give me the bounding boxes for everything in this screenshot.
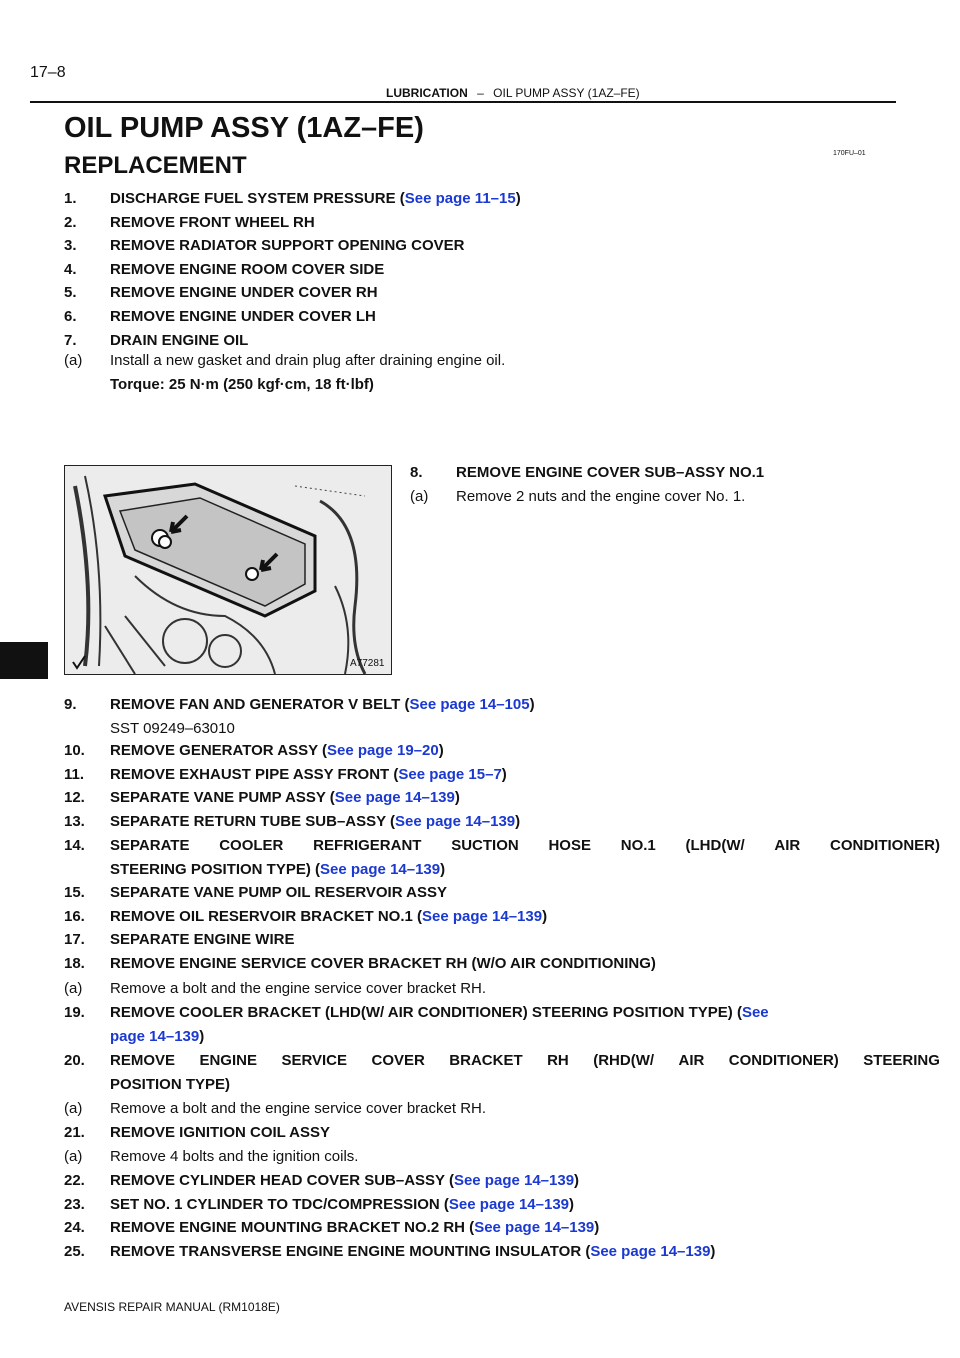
word: AIR <box>678 1052 705 1069</box>
section-tab <box>0 642 48 679</box>
step-text: REMOVE FRONT WHEEL RH <box>110 213 315 231</box>
step-text: SET NO. 1 CYLINDER TO TDC/COMPRESSION ( <box>110 1195 449 1213</box>
step-text: REMOVE ENGINE ROOM COVER SIDE <box>110 260 385 278</box>
sub-text: Install a new gasket and drain plug after draining engine oil. <box>110 352 506 369</box>
step-number: 12. <box>64 789 85 807</box>
header-section: LUBRICATION <box>386 86 468 100</box>
sub-text: Remove a bolt and the engine service cover bracket RH. <box>110 980 487 997</box>
running-header <box>386 86 640 100</box>
step-number: 6. <box>64 308 77 325</box>
word: SERVICE <box>281 1052 348 1069</box>
sub-label: (a) <box>64 352 83 369</box>
page-link[interactable]: See page 15–7 <box>398 765 502 783</box>
step-number: 23. <box>64 1195 85 1213</box>
word: SUCTION <box>451 837 519 854</box>
word: ENGINE <box>199 1052 257 1069</box>
sub-label: (a) <box>410 488 429 505</box>
page-number: 17–8 <box>30 64 66 81</box>
step-text: REMOVE CYLINDER HEAD COVER SUB–ASSY ( <box>110 1172 454 1189</box>
step-number: 20. <box>64 1052 85 1069</box>
step-text-line1 <box>110 837 940 855</box>
step-text: REMOVE ENGINE UNDER COVER LH <box>110 308 376 325</box>
step-number: 8. <box>410 464 423 481</box>
sub-label: (a) <box>64 1148 83 1165</box>
word: STEERING <box>863 1052 940 1069</box>
page-link[interactable]: See page 14–139 <box>320 861 441 878</box>
header-separator: – <box>477 86 484 100</box>
footer: AVENSIS REPAIR MANUAL (RM1018E) <box>64 1300 280 1314</box>
word: BRACKET <box>449 1052 523 1069</box>
figure-label: A77281 <box>350 658 385 669</box>
word: COOLER <box>219 837 284 854</box>
step-text: REMOVE ENGINE UNDER COVER RH <box>110 284 378 302</box>
page-link[interactable]: See page 14–105 <box>409 696 530 713</box>
engine-cover-illustration-icon <box>65 466 391 674</box>
doc-id: 170FU–01 <box>833 150 866 157</box>
step-text: REMOVE EXHAUST PIPE ASSY FRONT ( <box>110 765 399 783</box>
word: HOSE <box>548 837 591 854</box>
page-link[interactable]: See page 19–20 <box>326 742 439 759</box>
step-text: REMOVE FAN AND GENERATOR V BELT ( <box>110 696 410 713</box>
word: RH <box>547 1052 569 1069</box>
step-19-line2: page 14–139) <box>110 1028 205 1045</box>
step-number: 16. <box>64 907 85 925</box>
step-text: REMOVE RADIATOR SUPPORT OPENING COVER <box>110 237 465 255</box>
step-number: 25. <box>64 1242 85 1260</box>
word: CONDITIONER) <box>728 1052 839 1069</box>
step-number: 4. <box>64 260 77 278</box>
sub-label: (a) <box>64 1100 83 1117</box>
word: (RHD(W/ <box>593 1052 655 1069</box>
word: AIR <box>774 837 801 854</box>
step-number: 15. <box>64 884 85 901</box>
header-subsection: OIL PUMP ASSY (1AZ–FE) <box>493 86 640 100</box>
step-text: REMOVE ENGINE COVER SUB–ASSY NO.1 <box>456 464 765 481</box>
step-text: REMOVE ENGINE SERVICE COVER BRACKET RH (W/O AIR CONDITIONING) <box>110 954 656 972</box>
word: CONDITIONER) <box>830 837 940 854</box>
step-text: SEPARATE RETURN TUBE SUB–ASSY ( <box>110 812 396 830</box>
step-text: DRAIN ENGINE OIL <box>110 331 249 349</box>
step-text-line1 <box>110 1052 940 1070</box>
step-number: 10. <box>64 742 85 759</box>
step-number: 11. <box>64 765 85 783</box>
sub-text: Remove a bolt and the engine service cover bracket RH. <box>110 1100 487 1117</box>
step-number: 7. <box>64 331 77 349</box>
step-text: REMOVE GENERATOR ASSY ( <box>110 742 327 759</box>
step-number: 3. <box>64 237 77 255</box>
page-link-part2[interactable]: page 14–139 <box>110 1028 200 1045</box>
step-text: REMOVE COOLER BRACKET (LHD(W/ AIR CONDITIONER) STEERING POSITION TYPE) ( <box>110 1004 742 1021</box>
page-link[interactable]: See page 11–15 <box>404 190 516 207</box>
page-link[interactable]: See page 14–139 <box>395 812 516 830</box>
word: SEPARATE <box>110 837 190 854</box>
word: REFRIGERANT <box>313 837 422 854</box>
step-text: SEPARATE VANE PUMP ASSY ( <box>110 789 335 807</box>
page-link[interactable]: See page 14–139 <box>453 1172 575 1189</box>
page-link[interactable]: See page 14–139 <box>422 907 543 925</box>
step-number: 9. <box>64 696 77 713</box>
sst-number: SST 09249–63010 <box>110 720 235 737</box>
page-link[interactable]: See page 14–139 <box>590 1242 711 1260</box>
step-20-line2: POSITION TYPE) <box>110 1076 231 1093</box>
step-text: REMOVE OIL RESERVOIR BRACKET NO.1 ( <box>110 907 422 925</box>
step-number: 17. <box>64 931 85 949</box>
step-number: 19. <box>64 1004 85 1021</box>
step-number: 22. <box>64 1172 85 1189</box>
step-text: DISCHARGE FUEL SYSTEM PRESSURE ( <box>110 190 405 207</box>
word: COVER <box>371 1052 425 1069</box>
page-title: OIL PUMP ASSY (1AZ–FE) <box>64 112 424 144</box>
word: NO.1 <box>620 837 656 854</box>
sub-text: Remove 4 bolts and the ignition coils. <box>110 1148 359 1165</box>
step-text-line2: STEERING POSITION TYPE) ( <box>110 861 321 878</box>
page-link[interactable]: See page 14–139 <box>334 789 455 807</box>
step-text: REMOVE TRANSVERSE ENGINE ENGINE MOUNTING INSULATOR ( <box>110 1242 591 1260</box>
page-link-part1[interactable]: See <box>741 1004 769 1021</box>
engine-cover-figure <box>64 465 392 675</box>
step-number: 18. <box>64 954 85 972</box>
step-number: 13. <box>64 812 85 830</box>
step-number: 14. <box>64 837 85 854</box>
header-rule <box>30 101 896 103</box>
page-link[interactable]: See page 14–139 <box>474 1219 595 1237</box>
step-14-line2: STEERING POSITION TYPE) (See page 14–139) <box>110 861 446 878</box>
torque-spec: Torque: 25 N·m (250 kgf·cm, 18 ft·lbf) <box>110 376 374 393</box>
page-link[interactable]: See page 14–139 <box>448 1195 570 1213</box>
word: (LHD(W/ <box>685 837 745 854</box>
step-text: SEPARATE VANE PUMP OIL RESERVOIR ASSY <box>110 884 448 901</box>
step-number: 24. <box>64 1219 85 1237</box>
step-number: 1. <box>64 190 77 207</box>
step-number: 21. <box>64 1124 85 1141</box>
step-text: SEPARATE ENGINE WIRE <box>110 931 295 949</box>
step-number: 5. <box>64 284 77 302</box>
step-number: 2. <box>64 213 77 231</box>
step-text: REMOVE IGNITION COIL ASSY <box>110 1124 331 1141</box>
word: REMOVE <box>110 1052 176 1069</box>
sub-text: Remove 2 nuts and the engine cover No. 1. <box>456 488 746 505</box>
sub-label: (a) <box>64 980 83 997</box>
section-subtitle: REPLACEMENT <box>64 152 247 179</box>
step-text: REMOVE ENGINE MOUNTING BRACKET NO.2 RH ( <box>110 1219 475 1237</box>
